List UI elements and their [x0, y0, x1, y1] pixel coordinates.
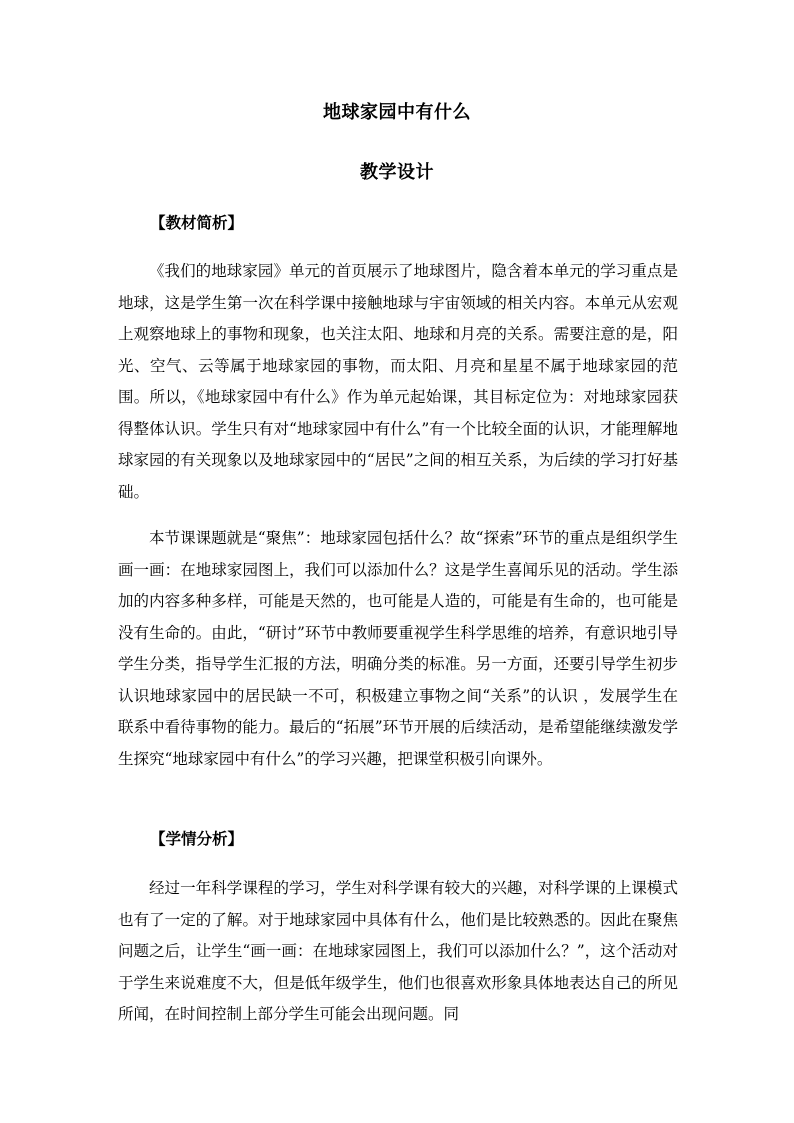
paragraph: 《我们的地球家园》单元的首页展示了地球图片，隐含着本单元的学习重点是地球，这是学生第一次在科学课中接触地球与宇宙领域的相关内容。本单元从宏观上观察地球上的事物和现象，也关注太阳、地球和月亮的关系。需要注意的是，阳光、空气、云等属于地球家园的事物，而太阳、月亮和星星不属于地球家园的范围。所以，《地球家园中有什么》作为单元起始课，其目标定位为：对地球家园获得整体认识。学生只有对“地球家园中有什么”有一个比较全面的认识，才能理解地球家园的有关现象以及地球家园中的“居民”之间的相互关系，为后续的学习打好基础。	[118, 262, 678, 501]
document-subtitle: 教学设计	[360, 162, 434, 183]
document-title: 地球家园中有什么	[323, 102, 471, 123]
section-heading-textbook-analysis: 【教材简析】	[150, 213, 244, 232]
section-heading-student-analysis: 【学情分析】	[150, 829, 244, 848]
paragraph: 经过一年科学课程的学习，学生对科学课有较大的兴趣，对科学课的上课模式也有了一定的了解。对于地球家园中具体有什么，他们是比较熟悉的。因此在聚焦问题之后，让学生“画一画：在地球家园图上，我们可以添加什么？”，这个活动对于学生来说难度不大，但是低年级学生，他们也很喜欢形象具体地表达自己的所见所闻，在时间控制上部分学生可能会出现问题。同	[118, 879, 678, 1023]
paragraph: 本节课课题就是“聚焦”：地球家园包括什么？故“探索”环节的重点是组织学生画一画：在地球家园图上，我们可以添加什么？这是学生喜闻乐见的活动。学生添加的内容多种多样，可能是天然的，也可能是人造的，可能是有生命的，也可能是没有生命的。由此，“研讨”环节中教师要重视学生科学思维的培养，有意识地引导学生分类，指导学生汇报的方法，明确分类的标准。另一方面，还要引导学生初步认识地球家园中的居民缺一不可，积极建立事物之间“关系”的认识 ，发展学生在联系中看待事物的能力。最后的“拓展”环节开展的后续活动，是希望能继续激发学生探究“地球家园中有什么”的学习兴趣，把课堂积极引向课外。	[118, 529, 678, 768]
